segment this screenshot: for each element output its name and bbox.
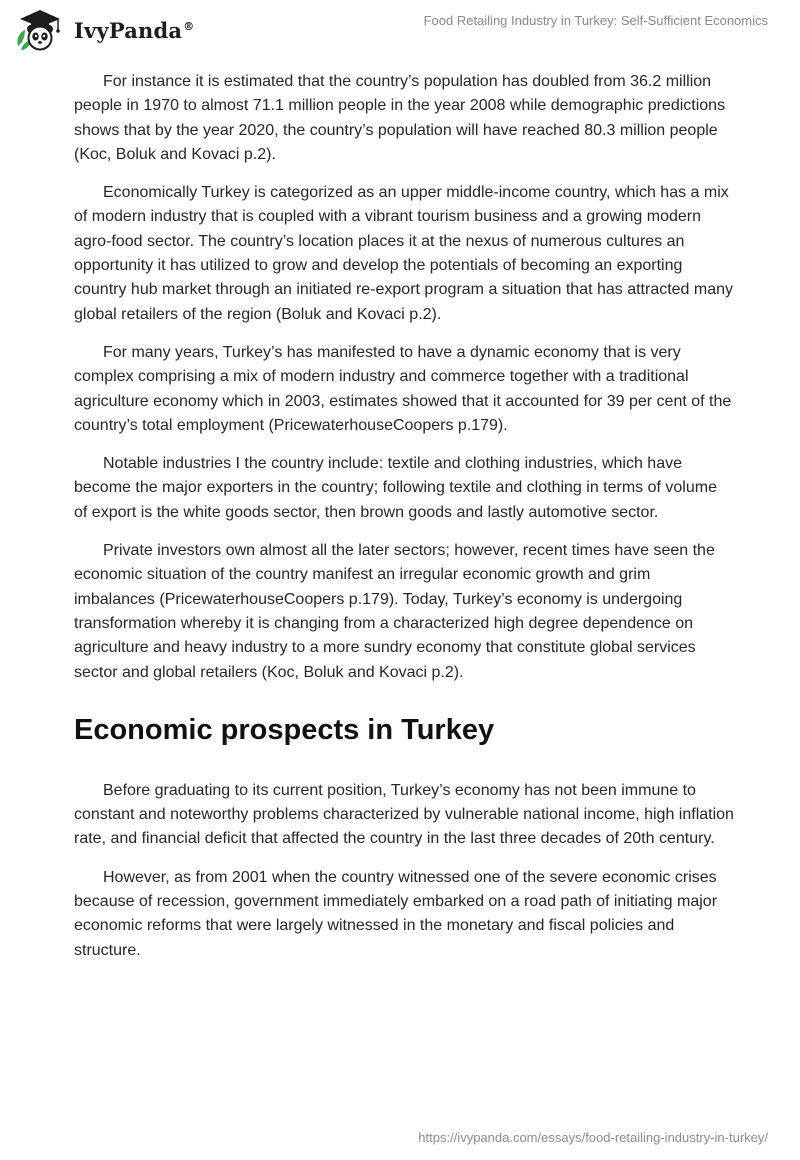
paragraph-5: Private investors own almost all the later sectors; however, recent times have seen the economic situation of the country manifest an irregular economic growth and grim imbalances (PricewaterhouseCoopers p.179). Today, Turkey’s economy is undergoing transformation whereby it is changing from a characterized high degree dependence on agriculture and heavy industry to a more sundry economy that constitute global services sector and global retailers (Koc, Boluk and Kovaci p.2).: [74, 542, 715, 681]
paragraph-3: For many years, Turkey’s has manifested to have a dynamic economy that is very complex comprising a mix of modern industry and commerce together with a traditional agriculture economy which in 2003, estimates showed that it accounted for 39 per cent of the country’s total employment (PricewaterhouseCoopers p.179).: [74, 343, 732, 434]
section-heading: Economic prospects in Turkey: [74, 713, 495, 746]
paragraph-4: Notable industries I the country include: textile and clothing industries, which have become the major exporters in the country; following textile and clothing in terms of volume of export is the white goods sector, then brown goods and lastly automotive sector.: [74, 455, 717, 521]
document-title: Food Retailing Industry in Turkey: Self-Sufficient Economics: [423, 13, 768, 28]
brand-name: IvyPanda®: [74, 17, 195, 43]
paragraph-7: However, as from 2001 when the country witnessed one of the severe economic crises because of recession, government immediately embarked on a road path of initiating major economic reforms that were largely witnessed in the monetary and fiscal policies and structure.: [74, 868, 718, 959]
panda-graduation-cap-icon: [14, 8, 66, 52]
ivypanda-logo[interactable]: [14, 8, 194, 52]
article-body: [74, 70, 734, 977]
paragraph-2: Economically Turkey is categorized as an upper middle-income country, which has a mix of modern industry that is coupled with a vibrant tourism business and a growing modern agro-food sector. The country’s location places it at the nexus of numerous cultures an opportunity it has utilized to grow and develop the potentials of becoming an exporting country hub market through an initiated re-export program a situation that has attracted many global retailers of the region (Boluk and Kovaci p.2).: [74, 184, 734, 323]
paragraph-6: Before graduating to its current position, Turkey’s economy has not been immune to constant and noteworthy problems characterized by vulnerable national income, high inflation rate, and financial deficit that affected the country in the last three decades of 20th century.: [74, 781, 734, 848]
page-header: [0, 0, 800, 60]
paragraph-1: For instance it is estimated that the country’s population has doubled from 36.2 million people in 1970 to almost 71.1 million people in the year 2008 while demographic predictions shows that by the year 2020, the country’s population will have reached 80.3 million people (Koc, Boluk and Kovaci p.2).: [74, 73, 726, 163]
source-url-link[interactable]: https://ivypanda.com/essays/food-retailing-industry-in-turkey/: [418, 1130, 768, 1145]
